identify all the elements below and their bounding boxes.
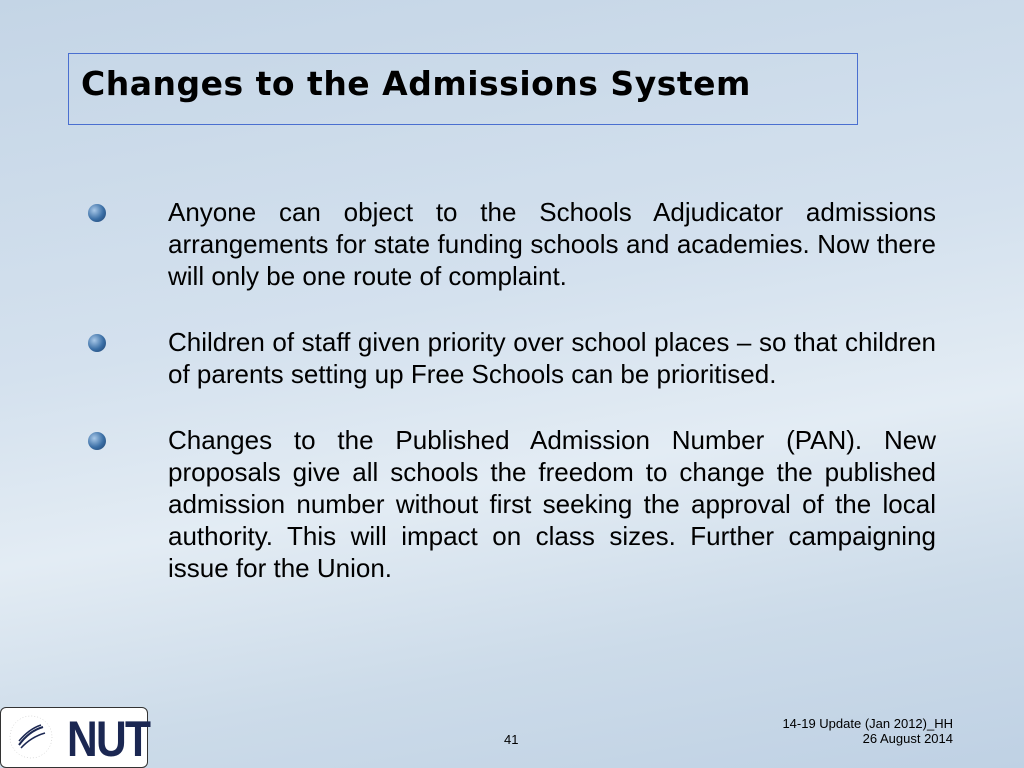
bullet-icon xyxy=(88,204,106,222)
list-item xyxy=(88,326,936,390)
bullet-text: Children of staff given priority over school places – so that children of parents setting up Free Schools can be prioritised. xyxy=(168,327,936,389)
title-box xyxy=(68,53,858,125)
nut-logo xyxy=(0,707,148,768)
footer-line1: 14-19 Update (Jan 2012)_HH xyxy=(782,716,953,731)
footer-line2: 26 August 2014 xyxy=(862,731,953,746)
slide-title: Changes to the Admissions System xyxy=(81,64,751,103)
bullet-list xyxy=(88,196,936,618)
logo-text: NUT xyxy=(67,711,150,767)
bullet-text: Changes to the Published Admission Number (PAN). New proposals give all schools the freedom to change the published admission number without first seeking the approval of the local authority. This will impact on class sizes. Further campaigning issue for the Union. xyxy=(168,425,936,583)
list-item xyxy=(88,424,936,584)
bullet-text: Anyone can object to the Schools Adjudicator admissions arrangements for state funding schools and academies. Now there will only be one route of complaint. xyxy=(168,197,936,291)
union-seal-icon xyxy=(7,713,55,761)
bullet-icon xyxy=(88,334,106,352)
page-number: 41 xyxy=(504,732,519,747)
list-item xyxy=(88,196,936,292)
footer xyxy=(782,716,953,746)
bullet-icon xyxy=(88,432,106,450)
